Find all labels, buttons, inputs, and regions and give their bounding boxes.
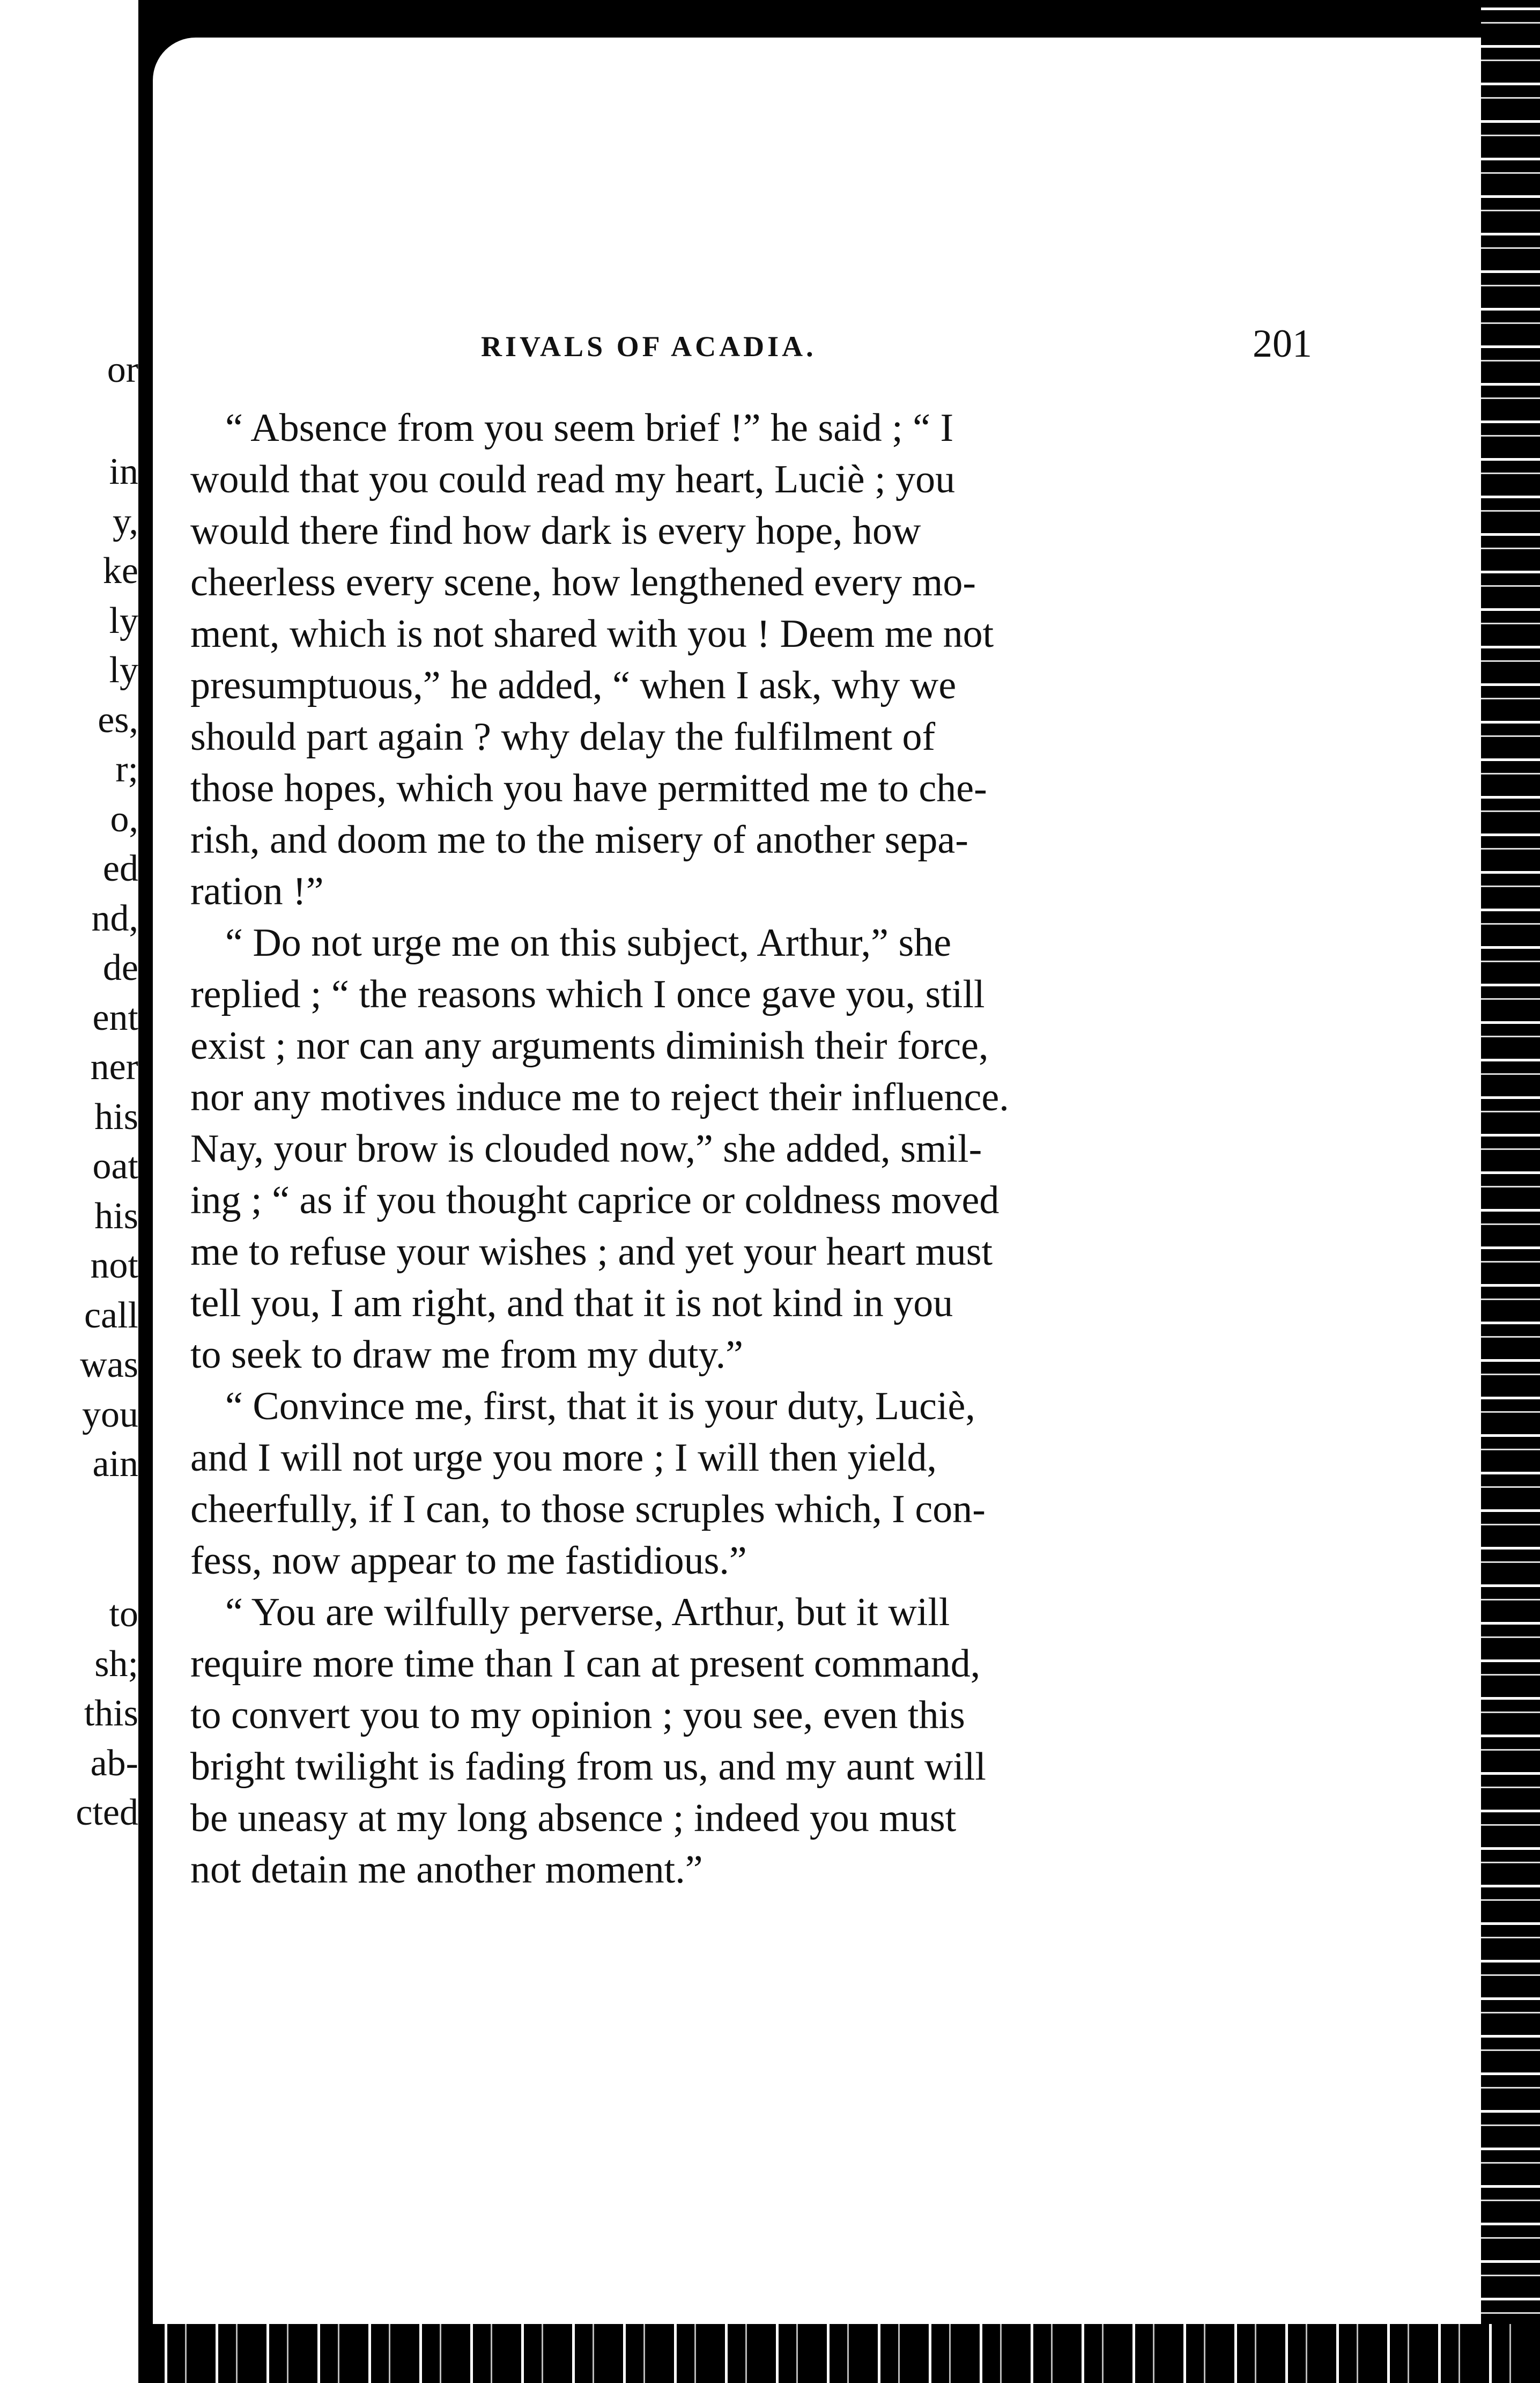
facing-page-fragment: was [80, 1344, 138, 1385]
text-line: to seek to draw me from my duty.” [190, 1333, 743, 1377]
facing-page-fragment: sh; [94, 1643, 138, 1685]
page-header [153, 322, 1504, 378]
text-line: bright twilight is fading from us, and my aunt will [190, 1745, 986, 1789]
facing-page-fragment: ner [90, 1046, 138, 1088]
facing-page-fragment: to [109, 1593, 138, 1635]
text-line: to convert you to my opinion ; you see, even this [190, 1693, 965, 1737]
text-line: require more time than I can at present command, [190, 1642, 981, 1686]
page-number: 201 [1253, 322, 1312, 366]
text-line: ration !” [190, 869, 324, 913]
text-line: and I will not urge you more ; I will then yield, [190, 1436, 937, 1480]
worn-right-edge [1481, 0, 1540, 2383]
text-line: me to refuse your wishes ; and yet your heart must [190, 1230, 993, 1274]
text-line: “ Absence from you seem brief !” he said ; “ I [225, 406, 954, 450]
facing-page-fragment: oat [92, 1146, 138, 1187]
facing-page-fragment: ke [102, 550, 138, 592]
text-line: exist ; nor can any arguments diminish their force, [190, 1024, 989, 1068]
text-line: ing ; “ as if you thought caprice or coldness moved [190, 1178, 999, 1222]
text-line: cheerless every scene, how lengthened every mo- [190, 560, 976, 604]
facing-page-fragment: ent [92, 997, 138, 1038]
text-line: should part again ? why delay the fulfilment of [190, 715, 936, 759]
facing-page-fragment: r; [115, 749, 138, 790]
facing-page-fragment: nd, [91, 898, 138, 939]
book-page [153, 38, 1504, 2344]
facing-page-fragment: ab- [90, 1743, 138, 1784]
running-head: RIVALS OF ACADIA. [481, 330, 817, 363]
worn-bottom-edge [153, 2324, 1540, 2383]
text-line: fess, now appear to me fastidious.” [190, 1539, 747, 1583]
facing-page-fragment: de [102, 947, 138, 988]
text-line: presumptuous,” he added, “ when I ask, why we [190, 663, 957, 707]
text-line: would there find how dark is every hope, how [190, 509, 921, 553]
facing-page-fragment: this [84, 1693, 138, 1734]
facing-page-fragment: ain [92, 1443, 138, 1485]
text-line: replied ; “ the reasons which I once gave you, still [190, 972, 985, 1016]
facing-page-fragment: not [90, 1245, 138, 1286]
text-line: nor any motives induce me to reject their influence. [190, 1075, 1009, 1119]
facing-page-fragment: in [109, 451, 138, 492]
facing-page-fragment: ly [109, 650, 138, 691]
text-line: Nay, your brow is clouded now,” she added, smil- [190, 1127, 982, 1171]
facing-page-fragment: his [94, 1096, 138, 1138]
text-line: would that you could read my heart, Luciè ; you [190, 458, 956, 501]
text-line: “ You are wilfully perverse, Arthur, but it will [225, 1590, 950, 1634]
text-line: “ Convince me, first, that it is your duty, Luciè, [225, 1384, 975, 1428]
text-line: “ Do not urge me on this subject, Arthur,” she [225, 921, 952, 965]
text-line: rish, and doom me to the misery of another sepa- [190, 818, 968, 862]
binding-gutter [138, 0, 153, 2383]
text-line: not detain me another moment.” [190, 1848, 703, 1892]
text-line: those hopes, which you have permitted me to che- [190, 766, 987, 810]
text-line: tell you, I am right, and that it is not kind in you [190, 1281, 953, 1325]
facing-page-margin [0, 0, 138, 2383]
facing-page-fragment: ly [109, 600, 138, 641]
facing-page-fragment: es, [98, 699, 138, 741]
facing-page-fragment: his [94, 1196, 138, 1237]
facing-page-fragment: cted [76, 1792, 138, 1833]
facing-page-fragment: ed [102, 848, 138, 889]
facing-page-fragment: or [107, 349, 138, 390]
text-line: ment, which is not shared with you ! Deem me not [190, 612, 994, 656]
text-line: be uneasy at my long absence ; indeed you must [190, 1796, 957, 1840]
facing-page-fragment: you [82, 1394, 138, 1435]
facing-page-fragment: o, [110, 799, 138, 840]
facing-page-fragment: y, [113, 501, 138, 542]
facing-page-fragment: call [84, 1295, 138, 1336]
text-line: cheerfully, if I can, to those scruples which, I con- [190, 1487, 986, 1531]
